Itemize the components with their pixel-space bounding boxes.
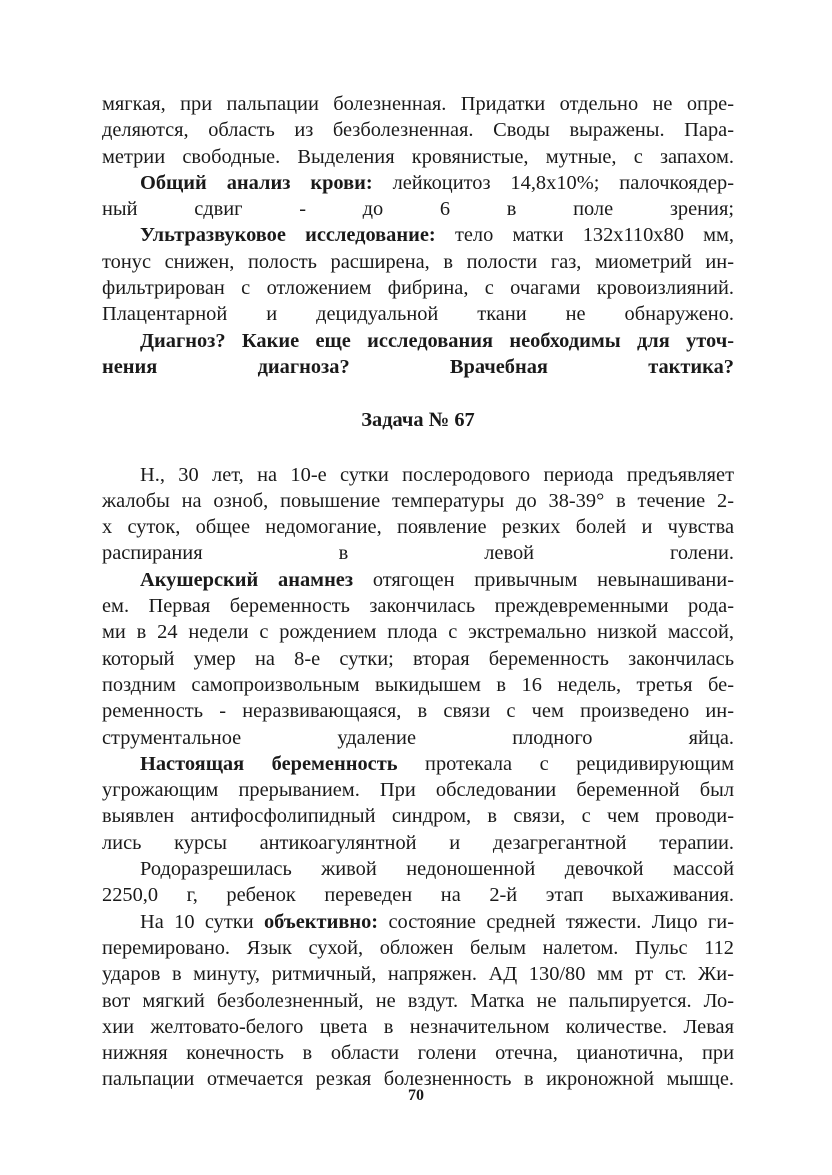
line: отягощен привычным невынашивани- (353, 568, 734, 591)
line: распирания в левой голени. (102, 542, 734, 565)
task-title: Задача № 67 (361, 409, 475, 432)
line: ударов в минуту, ритмичный, напряжен. АД 130/80 мм рт ст. Жи- (102, 963, 734, 986)
question-line: нения диагноза? Врачебная тактика? (102, 355, 734, 378)
paragraph (102, 856, 734, 909)
paragraph (102, 909, 734, 1093)
question-paragraph (102, 328, 734, 381)
bold-heading: Настоящая беременность (140, 752, 398, 775)
bold-heading: Акушерский анамнез (140, 568, 354, 591)
line: деляются, область из безболезненная. Своды выражены. Пара- (102, 119, 734, 142)
question-line: Диагноз? Какие еще исследования необходимы для уточ- (140, 329, 734, 352)
line: тело матки 132х110х80 мм, (435, 224, 734, 247)
line: На 10 сутки (140, 910, 264, 933)
line: ный сдвиг - до 6 в поле зрения; (102, 198, 734, 221)
line: протекала с рецидивирующим (397, 752, 734, 775)
line: нижняя конечность в области голени отечна, цианотична, при (102, 1042, 734, 1065)
paragraph (102, 751, 734, 856)
line: лись курсы антикоагулянтной и дезагрегантной терапии. (102, 831, 734, 854)
paragraph (102, 170, 734, 223)
paragraph (102, 567, 734, 751)
paragraph (102, 91, 734, 170)
bold-heading: объективно: (263, 910, 379, 933)
line: угрожающим прерыванием. При обследовании беременной был (102, 779, 734, 802)
line: перемировано. Язык сухой, обложен белым налетом. Пульс 112 (102, 936, 734, 959)
line: который умер на 8-е сутки; вторая беременность закончилась (102, 647, 734, 670)
line: ми в 24 недели с рождением плода с экстремально низкой массой, (102, 621, 734, 644)
line: метрии свободные. Выделения кровянистые, мутные, с запахом. (102, 145, 734, 168)
line: Родоразрешилась живой недоношенной девочкой массой (140, 858, 734, 881)
line: состояние средней тяжести. Лицо ги- (378, 910, 734, 933)
paragraph (102, 222, 734, 327)
line: тонус снижен, полость расширена, в полости газ, миометрий ин- (102, 250, 734, 273)
page-number: 70 (408, 1087, 424, 1104)
line: Н., 30 лет, на 10-е сутки послеродового периода предъявляет (140, 463, 734, 486)
bold-heading: Ультразвуковое исследование: (140, 224, 436, 247)
line: пальпации отмечается резкая болезненность в икроножной мышце. (102, 1068, 734, 1091)
line: Плацентарной и децидуальной ткани не обнаружено. (102, 303, 734, 326)
line: лейкоцитоз 14,8х10%; палочкоядер- (372, 171, 734, 194)
line: ременность - неразвивающаяся, в связи с чем произведено ин- (102, 700, 734, 723)
line: х суток, общее недомогание, появление резких болей и чувства (102, 516, 734, 539)
line: жалобы на озноб, повышение температуры до 38-39° в течение 2- (102, 489, 734, 512)
line: ем. Первая беременность закончилась преждевременными рода- (102, 595, 734, 618)
line: 2250,0 г, ребенок переведен на 2-й этап выхаживания. (102, 884, 734, 907)
document-page (102, 91, 734, 1093)
line: хии желтовато-белого цвета в незначительном количестве. Левая (102, 1015, 734, 1038)
line: мягкая, при пальпации болезненная. Придатки отдельно не опре- (102, 93, 734, 115)
paragraph (102, 462, 734, 567)
line: фильтрирован с отложением фибрина, с очагами кровоизлияний. (102, 277, 734, 300)
line: выявлен антифосфолипидный синдром, в связи, с чем проводи- (102, 805, 734, 828)
bold-heading: Общий анализ крови: (140, 171, 373, 194)
line: поздним самопроизвольным выкидышем в 16 недель, третья бе- (102, 673, 734, 696)
line: вот мягкий безболезненный, не вздут. Матка не пальпируется. Ло- (102, 989, 734, 1012)
line: струментальное удаление плодного яйца. (102, 726, 734, 749)
